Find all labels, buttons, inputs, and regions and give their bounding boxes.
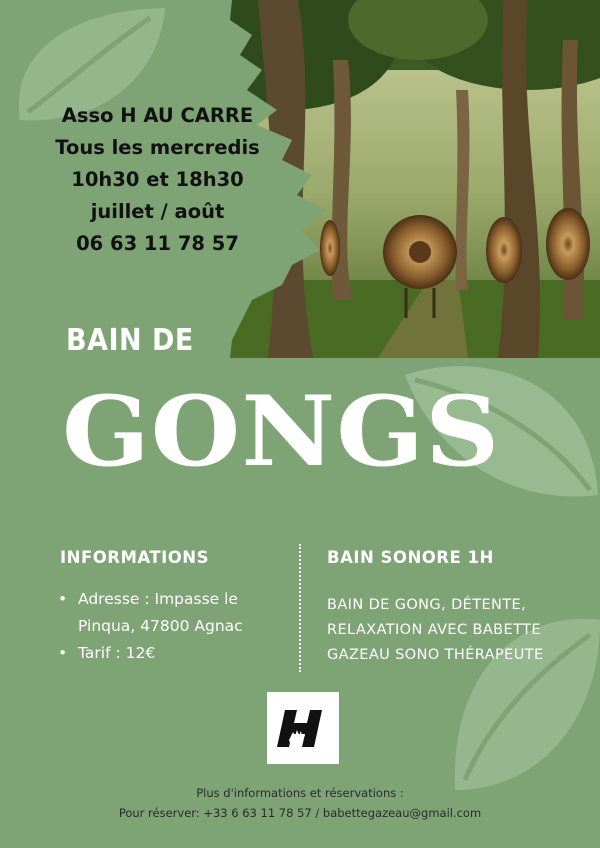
footer-line-2: Pour réserver: +33 6 63 11 78 57 / babettegazeau@gmail.com — [118, 806, 482, 820]
schedule-time: 10h30 et 18h30 — [71, 168, 244, 191]
h-hand-logo-icon — [267, 692, 339, 764]
schedule-months: juillet / août — [90, 200, 225, 223]
list-item: • Tarif : 12€ — [58, 640, 278, 667]
column-divider — [299, 544, 301, 672]
list-item: • Adresse : Impasse le Pinqua, 47800 Agnac — [58, 586, 278, 640]
organizer-info — [30, 100, 285, 260]
headline-small: BAIN DE — [66, 323, 194, 358]
headline-big: GONGS — [62, 375, 501, 488]
informations-list — [58, 586, 278, 667]
phone-number: 06 63 11 78 57 — [76, 232, 239, 255]
organizer-name: Asso H AU CARRE — [61, 104, 254, 127]
sonore-description: BAIN DE GONG, DÉTENTE, RELAXATION AVEC BABETTE GAZEAU SONO THÉRAPEUTE — [327, 597, 544, 663]
footer-line-1: Plus d'informations et réservations : — [196, 786, 404, 800]
sonore-title: BAIN SONORE 1H — [327, 548, 494, 567]
schedule-day: Tous les mercredis — [55, 136, 260, 159]
informations-title: INFORMATIONS — [60, 548, 209, 567]
